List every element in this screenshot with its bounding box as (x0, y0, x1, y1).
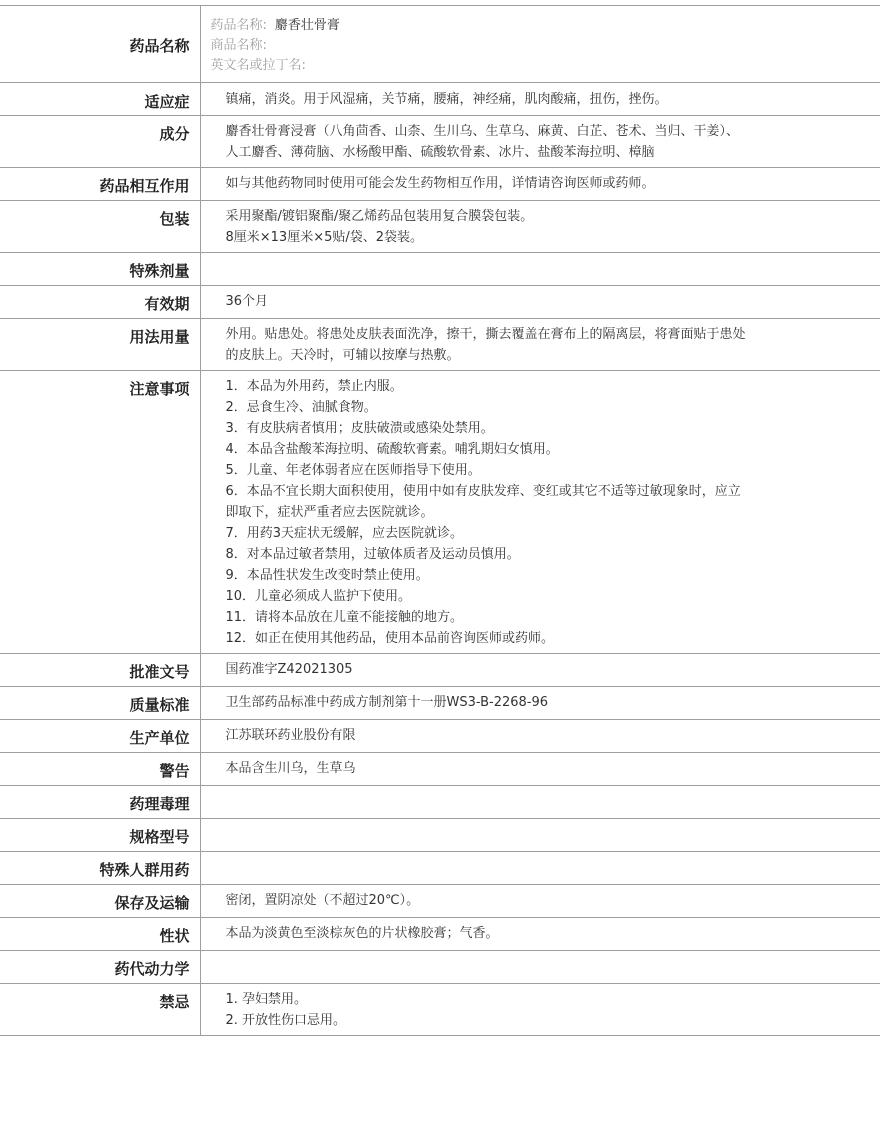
spec-label: 药品名称 (129, 37, 190, 55)
spec-value-cell (200, 786, 880, 819)
spec-value-line: 外用。贴患处。将患处皮肤表面洗净，擦干，撕去覆盖在膏布上的隔离层，将膏面贴于患处 (225, 327, 746, 342)
spec-row-special-population (0, 852, 880, 885)
spec-label-cell (0, 168, 200, 201)
spec-value-line: 江苏联环药业股份有限 (225, 728, 356, 743)
spec-label-cell (0, 83, 200, 116)
spec-value-line: 9．本品性状发生改变时禁止使用。 (225, 568, 429, 583)
spec-value-cell (200, 286, 880, 319)
spec-row-ingredients (0, 116, 880, 168)
spec-label-cell (0, 201, 200, 253)
spec-value-line: 的皮肤上。天冷时，可辅以按摩与热敷。 (225, 348, 460, 363)
spec-label-cell (0, 852, 200, 885)
spec-value-cell (200, 6, 880, 83)
spec-value-line: 本品含生川乌，生草乌 (225, 761, 356, 776)
spec-label-cell (0, 753, 200, 786)
spec-row-approval (0, 654, 880, 687)
spec-label: 药理毒理 (129, 795, 190, 813)
spec-label: 特殊剂量 (129, 262, 190, 280)
spec-label: 质量标准 (129, 696, 190, 714)
spec-value-line: 采用聚酯/镀铝聚酯/聚乙烯药品包装用复合膜袋包装。 (225, 209, 534, 224)
spec-row-storage (0, 885, 880, 918)
spec-row-pharmacology (0, 786, 880, 819)
spec-row-interactions (0, 168, 880, 201)
spec-row-warning (0, 753, 880, 786)
spec-label: 规格型号 (129, 828, 190, 846)
spec-value-line: 5．儿童、年老体弱者应在医师指导下使用。 (225, 463, 481, 478)
spec-row-contraindications (0, 984, 880, 1036)
spec-label-cell (0, 654, 200, 687)
spec-label-cell (0, 319, 200, 371)
spec-label: 药代动力学 (114, 960, 190, 978)
spec-label: 性状 (159, 927, 190, 945)
spec-value-line: 6．本品不宜长期大面积使用，使用中如有皮肤发痒、变红或其它不适等过敏现象时，应立 (225, 484, 741, 499)
spec-label: 有效期 (144, 295, 190, 313)
spec-label: 特殊人群用药 (99, 861, 190, 879)
spec-value-cell (200, 819, 880, 852)
spec-label: 药品相互作用 (99, 177, 190, 195)
spec-label: 注意事项 (129, 380, 190, 398)
spec-value-line: 镇痛，消炎。用于风湿痛，关节痛，腰痛，神经痛，肌肉酸痛，扭伤，挫伤。 (225, 92, 668, 107)
spec-value-cell (200, 319, 880, 371)
spec-label: 保存及运输 (114, 894, 190, 912)
spec-label: 包装 (159, 210, 190, 228)
spec-value-cell (200, 951, 880, 984)
spec-row-indications (0, 83, 880, 116)
spec-value-cell (200, 885, 880, 918)
spec-row-packaging (0, 201, 880, 253)
spec-row-validity (0, 286, 880, 319)
spec-value-line: 2. 开放性伤口忌用。 (225, 1013, 347, 1028)
spec-value-line: 1．本品为外用药，禁止内服。 (225, 379, 403, 394)
drug-spec-sheet (0, 5, 880, 1036)
spec-value-cell (200, 753, 880, 786)
name-key: 药品名称: (210, 18, 267, 33)
name-line (211, 16, 791, 36)
spec-value-line: 8．对本品过敏者禁用，过敏体质者及运动员慎用。 (225, 547, 520, 562)
name-key: 英文名或拉丁名: (210, 58, 306, 73)
spec-label-cell (0, 951, 200, 984)
name-line (211, 56, 791, 76)
spec-label-cell (0, 918, 200, 951)
spec-label-cell (0, 253, 200, 286)
spec-label-cell (0, 116, 200, 168)
spec-value-cell (200, 984, 880, 1036)
spec-label-cell (0, 885, 200, 918)
spec-value-line: 4．本品含盐酸苯海拉明、硫酸软膏素。哺乳期妇女慎用。 (225, 442, 559, 457)
spec-value-line: 7．用药3天症状无缓解，应去医院就诊。 (225, 526, 464, 541)
spec-label: 警告 (159, 762, 190, 780)
spec-value-line: 1. 孕妇禁用。 (225, 992, 308, 1007)
spec-label-cell (0, 6, 200, 83)
spec-value-line: 本品为淡黄色至淡棕灰色的片状橡胶膏；气香。 (225, 926, 499, 941)
drug-spec-table-body (0, 6, 880, 1036)
spec-value-cell (200, 852, 880, 885)
spec-label: 成分 (159, 125, 190, 143)
spec-row-names (0, 6, 880, 83)
spec-label: 批准文号 (129, 663, 190, 681)
spec-value-cell (200, 654, 880, 687)
spec-value-cell (200, 83, 880, 116)
spec-label-cell (0, 984, 200, 1036)
spec-value-line: 密闭，置阴凉处（不超过20℃）。 (225, 893, 420, 908)
spec-value-line: 人工麝香、薄荷脑、水杨酸甲酯、硫酸软骨素、冰片、盐酸苯海拉明、樟脑 (225, 145, 655, 160)
spec-value-cell (200, 720, 880, 753)
spec-value-line: 12．如正在使用其他药品，使用本品前咨询医师或药师。 (225, 631, 555, 646)
spec-row-appearance (0, 918, 880, 951)
spec-value-line: 卫生部药品标准中药成方制剂第十一册WS3-B-2268-96 (225, 695, 549, 710)
spec-value-line: 11．请将本品放在儿童不能接触的地方。 (225, 610, 464, 625)
spec-value-cell (200, 371, 880, 654)
spec-row-manufacturer (0, 720, 880, 753)
spec-value-line: 8厘米×13厘米×5贴/袋、2袋装。 (225, 230, 424, 245)
spec-value-cell (200, 253, 880, 286)
spec-value-cell (200, 168, 880, 201)
spec-value-line: 如与其他药物同时使用可能会发生药物相互作用，详情请咨询医师或药师。 (225, 176, 655, 191)
spec-label: 适应症 (144, 93, 190, 111)
spec-value-cell (200, 687, 880, 720)
spec-label-cell (0, 371, 200, 654)
spec-label: 生产单位 (129, 729, 190, 747)
spec-label-cell (0, 687, 200, 720)
spec-row-precautions (0, 371, 880, 654)
spec-row-standard (0, 687, 880, 720)
spec-row-special-dosage (0, 253, 880, 286)
spec-label: 禁忌 (159, 993, 190, 1011)
spec-value-line: 36个月 (225, 294, 269, 309)
spec-label-cell (0, 720, 200, 753)
spec-row-usage (0, 319, 880, 371)
spec-label-cell (0, 819, 200, 852)
name-key: 商品名称: (210, 38, 267, 53)
spec-row-specification (0, 819, 880, 852)
spec-row-pharmacokinetics (0, 951, 880, 984)
spec-value-line: 即取下，症状严重者应去医院就诊。 (225, 505, 434, 520)
spec-value-cell (200, 116, 880, 168)
spec-value-cell (200, 201, 880, 253)
spec-value-line: 10．儿童必须成人监护下使用。 (225, 589, 412, 604)
spec-value-line: 麝香壮骨膏浸膏（八角茴香、山柰、生川乌、生草乌、麻黄、白芷、苍术、当归、干姜）、 (225, 124, 740, 139)
spec-value-line: 2．忌食生冷、油腻食物。 (225, 400, 377, 415)
spec-label: 用法用量 (129, 328, 190, 346)
spec-value-line: 3．有皮肤病者慎用；皮肤破溃或感染处禁用。 (225, 421, 494, 436)
name-value: 麝香壮骨膏 (274, 18, 340, 33)
spec-label-cell (0, 786, 200, 819)
name-line (211, 36, 791, 56)
spec-value-cell (200, 918, 880, 951)
drug-spec-table (0, 5, 880, 1036)
spec-value-line: 国药准字Z42021305 (225, 662, 353, 677)
spec-label-cell (0, 286, 200, 319)
